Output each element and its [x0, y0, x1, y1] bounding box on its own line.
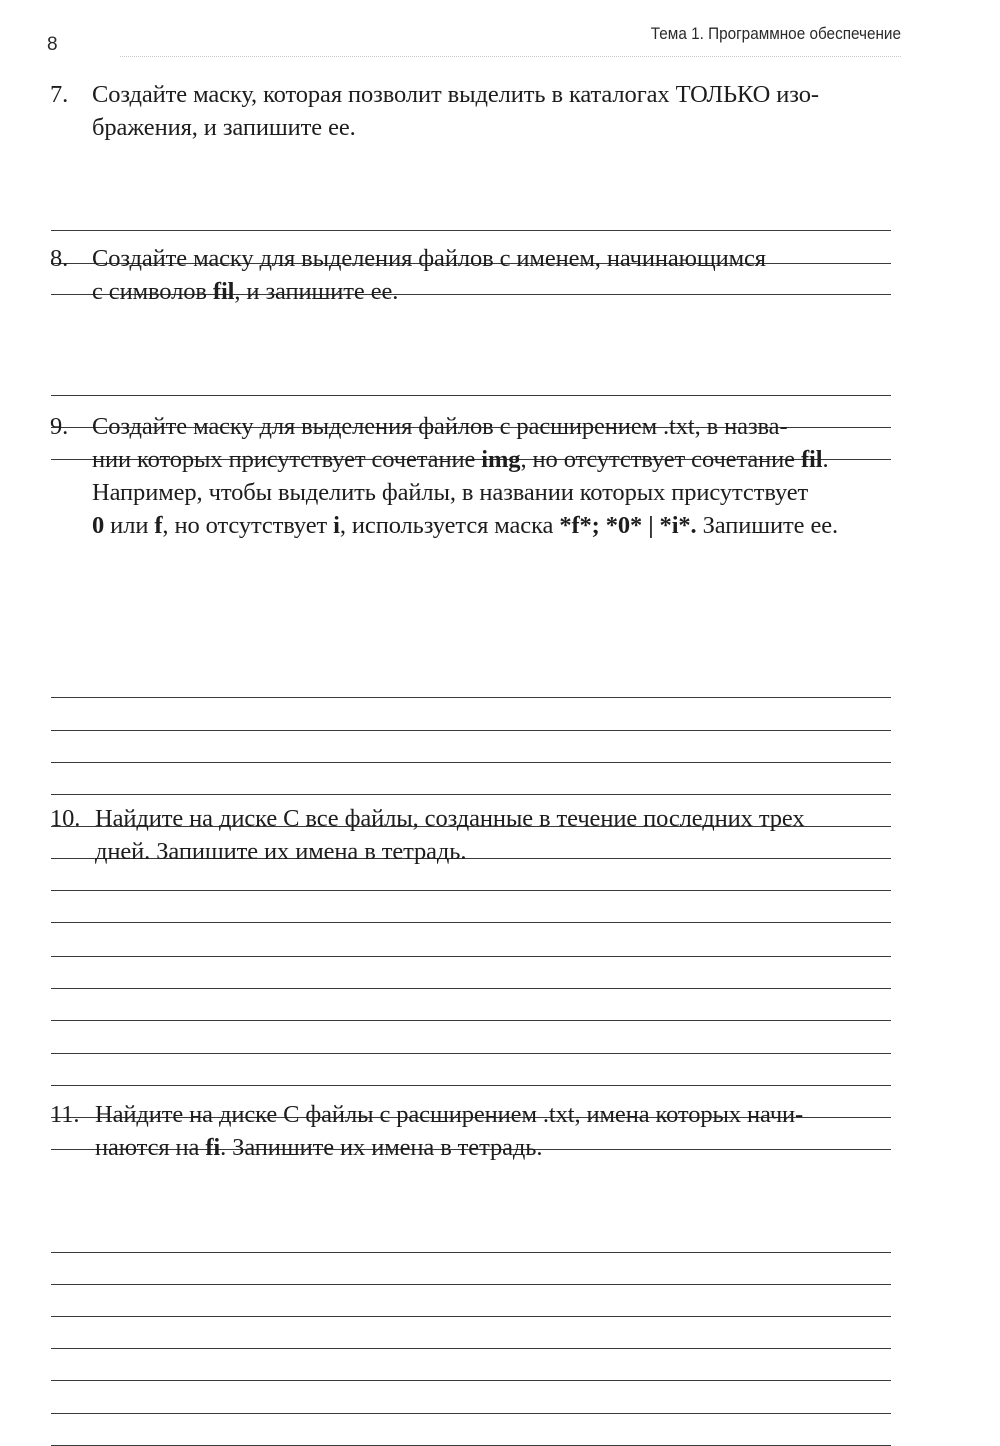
- task-line-part: , но отсутствует сочетание: [520, 446, 801, 473]
- answer-line[interactable]: [51, 1085, 891, 1086]
- answer-line[interactable]: [51, 1413, 891, 1414]
- task-line-part: , и запишите ее.: [234, 278, 399, 305]
- task-number: 10.: [50, 805, 81, 832]
- task-8: [48, 242, 908, 308]
- task-11-text: [48, 1098, 908, 1164]
- task-9: [48, 410, 908, 542]
- task-line-part: Запишите ее.: [696, 512, 839, 539]
- task-line-part: с символов: [92, 278, 213, 305]
- task-10: [48, 802, 908, 868]
- mask-example: *f*; *0* | *i*.: [559, 512, 697, 539]
- mask-term: i: [333, 512, 340, 539]
- task-line-part: , используется маска: [339, 512, 560, 539]
- task-line: Найдите на диске С все файлы, созданные в течение последних трех: [95, 805, 805, 832]
- header-rule: [120, 56, 901, 57]
- task-line-part: или: [104, 512, 155, 539]
- answer-line[interactable]: [51, 1284, 891, 1285]
- task-7: [48, 78, 908, 144]
- task-number: 7.: [50, 81, 69, 108]
- task-line: Создайте маску для выделения файлов с расширением .txt, в назва-: [92, 413, 788, 440]
- task-line-part: . Запишите их имена в тетрадь.: [220, 1134, 543, 1161]
- answer-line[interactable]: [51, 890, 891, 891]
- task-line-part: , но отсутствует: [162, 512, 334, 539]
- task-line: Найдите на диске С файлы с расширением .txt, имена которых начи-: [95, 1101, 804, 1128]
- answer-line[interactable]: [51, 697, 891, 698]
- answer-line[interactable]: [51, 1020, 891, 1021]
- task-7-text: [48, 78, 908, 144]
- mask-term: 0: [92, 512, 105, 539]
- mask-term: fil: [800, 446, 823, 473]
- answer-line[interactable]: [51, 988, 891, 989]
- answer-line[interactable]: [51, 1380, 891, 1381]
- task-8-text: [48, 242, 908, 308]
- answer-line[interactable]: [51, 956, 891, 957]
- task-line-part: наются на: [95, 1134, 206, 1161]
- answer-line[interactable]: [51, 1252, 891, 1253]
- mask-term: f: [154, 512, 163, 539]
- answer-line[interactable]: [51, 1053, 891, 1054]
- task-number: 8.: [50, 245, 69, 272]
- mask-term: img: [481, 446, 521, 473]
- answer-line[interactable]: [51, 395, 891, 396]
- answer-line[interactable]: [51, 762, 891, 763]
- task-line: Создайте маску для выделения файлов с именем, начинающимся: [92, 245, 766, 272]
- mask-term: fi: [205, 1134, 221, 1161]
- answer-line[interactable]: [51, 730, 891, 731]
- task-line: дней. Запишите их имена в тетрадь.: [95, 838, 467, 865]
- task-11: [48, 1098, 908, 1164]
- task-number: 11.: [50, 1101, 80, 1128]
- mask-term: fil: [212, 278, 235, 305]
- task-line: бражения, и запишите ее.: [92, 114, 356, 141]
- task-10-text: [48, 802, 908, 868]
- task-line-part: .: [822, 446, 829, 473]
- answer-line[interactable]: [51, 1348, 891, 1349]
- answer-line[interactable]: [51, 1316, 891, 1317]
- task-line-part: нии которых присутствует сочетание: [92, 446, 482, 473]
- task-9-text: [48, 410, 908, 542]
- task-line: Например, чтобы выделить файлы, в названии которых присутствует: [92, 479, 809, 506]
- answer-line[interactable]: [51, 794, 891, 795]
- answer-line[interactable]: [51, 230, 891, 231]
- page-number: 8: [47, 34, 58, 55]
- task-number: 9.: [50, 413, 69, 440]
- task-line: Создайте маску, которая позволит выделить в каталогах ТОЛЬКО изо-: [92, 81, 819, 108]
- answer-line[interactable]: [51, 922, 891, 923]
- running-header: Тема 1. Программное обеспечение: [650, 24, 901, 43]
